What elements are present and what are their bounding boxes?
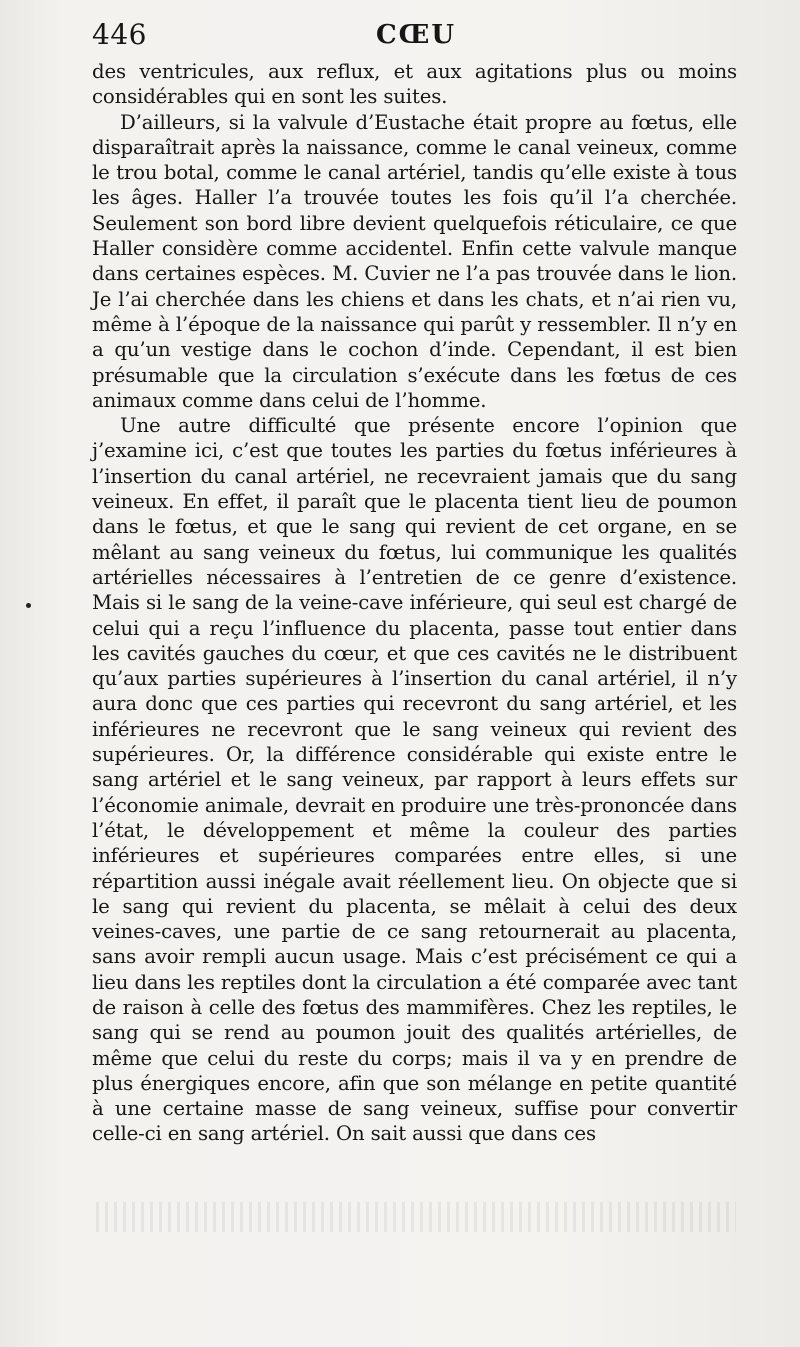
paragraph-3: Une autre difficulté que présente encore l’opinion que j’examine ici, c’est que toutes les parties du fœtus inférieures à l’insertion du canal artériel, ne recevraient jamais que du sang veineux. En effet, il paraît que le placenta tient lieu de poumon dans le fœtus, et que le sang qui revient de cet organe, en se mêlant au sang veineux du fœtus, lui communique les qualités artérielles nécessaires à l’entretien de ce genre d’existence. Mais si le sang de la veine-cave inférieure, qui seul est chargé de celui qui a reçu l’influence du placenta, passe tout entier dans les cavités gauches du cœur, et que ces cavités ne le distribuent qu’aux parties supérieures à l’insertion du canal artériel, il n’y aura donc que ces parties qui recevront du sang artériel, et les inférieures ne recevront que le sang veineux qui revient des supérieures. Or, la différence considérable qui existe entre le sang artériel et le sang veineux, par rapport à leurs effets sur l’économie animale, devrait en produire une très-prononcée dans l’état, le développement et même la couleur des parties inférieures et supérieures comparées entre elles, si une répartition aussi inégale avait réellement lieu. On objecte que si le sang qui revient du placenta, se mêlait à celui des deux veines-caves, une partie de ce sang retournerait au placenta, sans avoir rempli aucun usage. Mais c’est précisément ce qui a lieu dans les reptiles dont la circulation a été comparée avec tant de raison à celle des fœtus des mammifères. Chez les reptiles, le sang qui se rend au poumon jouit des qualités artérielles, de même que celui du reste du corps; mais il va y en prendre de plus énergiques encore, afin que son mélange en petite quantité à une certaine masse de sang veineux, suffise pour convertir celle-ci en sang artériel. On sait aussi que dans ces	[92, 414, 737, 1146]
show-through-text	[96, 1202, 736, 1232]
paragraph-1: des ventricules, aux reflux, et aux agitations plus ou moins considérables qui en sont les suites.	[92, 60, 737, 109]
running-title: CŒU	[375, 20, 457, 50]
page-number: 446	[92, 18, 147, 51]
page-header	[92, 18, 740, 52]
paper-speck	[26, 603, 31, 608]
body-text	[92, 59, 737, 1147]
paragraph-2: D’ailleurs, si la valvule d’Eustache était propre au fœtus, elle disparaîtrait après la naissance, comme le canal veineux, comme le trou botal, comme le canal artériel, tandis qu’elle existe à tous les âges. Haller l’a trouvée toutes les fois qu’il l’a cherchée. Seulement son bord libre devient quelquefois réticulaire, ce que Haller considère comme accidentel. Enfin cette valvule manque dans certaines espèces. M. Cuvier ne l’a pas trouvée dans le lion. Je l’ai cherchée dans les chiens et dans les chats, et n’ai rien vu, même à l’époque de la naissance qui parût y ressembler. Il n’y en a qu’un vestige dans le cochon d’inde. Cependant, il est bien présumable que la circulation s’exécute dans les fœtus de ces animaux comme dans celui de l’homme.	[92, 110, 737, 412]
